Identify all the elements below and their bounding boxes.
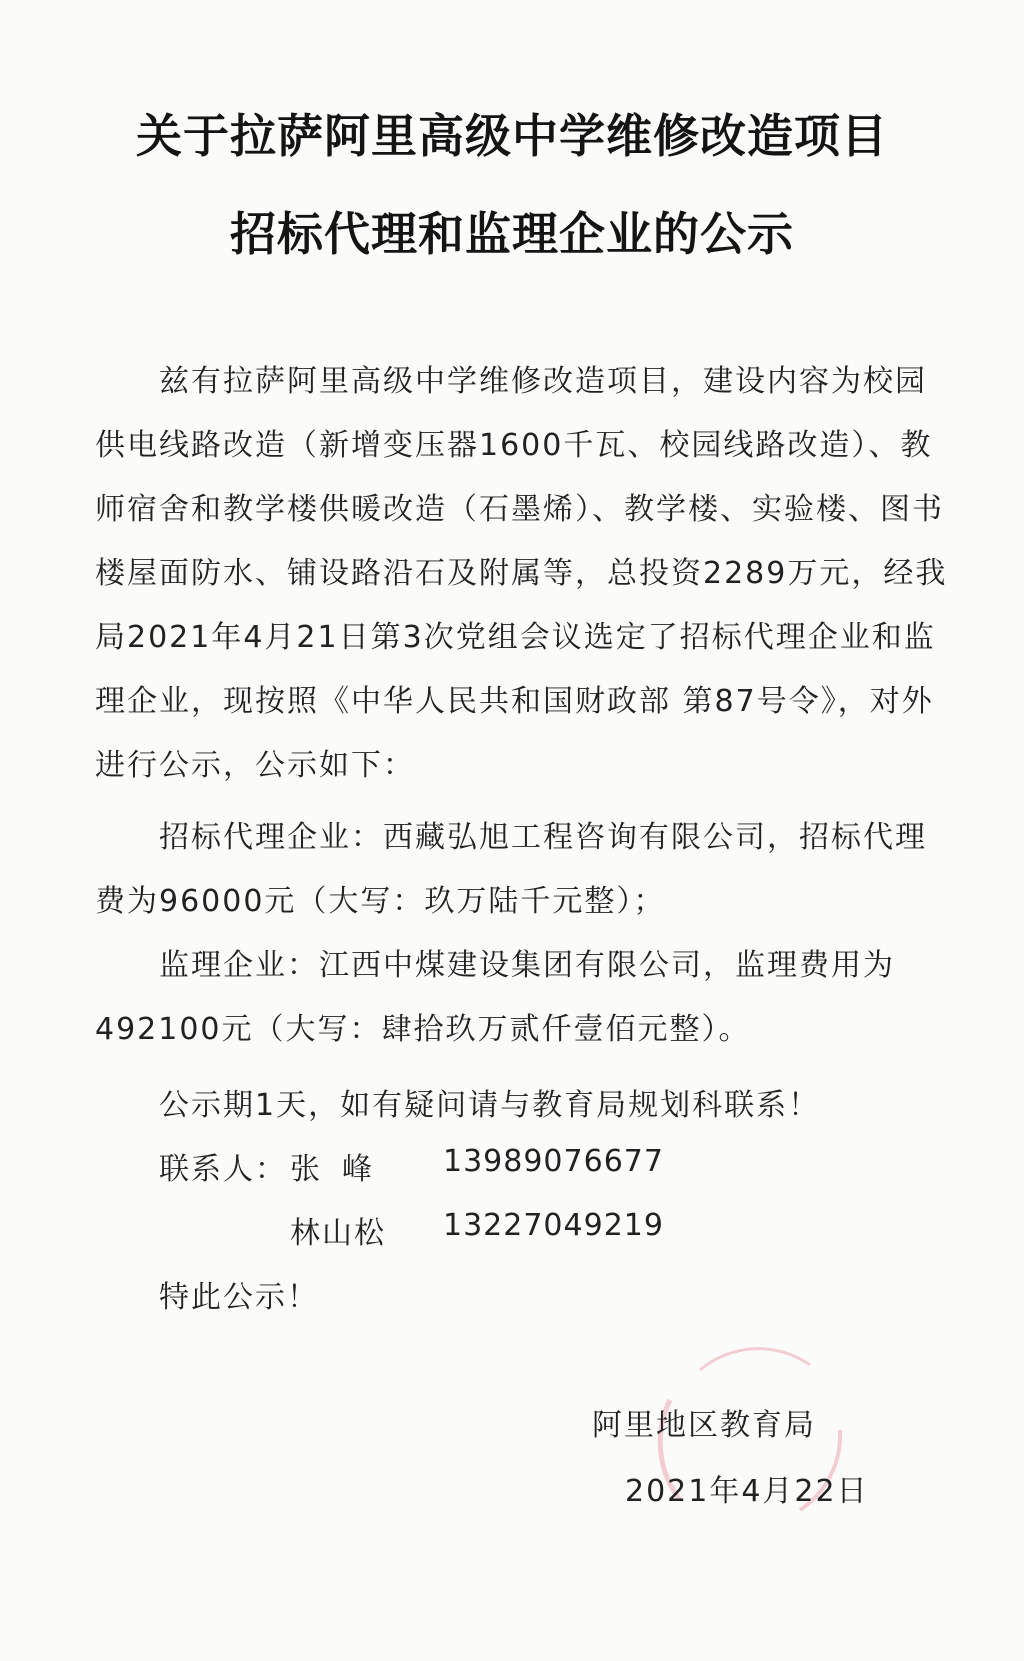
body-paragraph-bidding-agent xyxy=(95,806,955,934)
document-title-line-2: 招标代理和监理企业的公示 xyxy=(230,207,794,261)
body-paragraph-supervisor xyxy=(95,934,955,1062)
contact-phone: 13227049219 xyxy=(443,1208,664,1243)
closing-text: 特此公示！ xyxy=(159,1280,319,1315)
contact-label: 联系人： xyxy=(159,1152,287,1187)
issue-date: 2021年4月22日 xyxy=(625,1474,869,1509)
paragraph-bidding-agent-text: 招标代理企业：西藏弘旭工程咨询有限公司，招标代理费为96000元（大写：玖万陆千元整）； xyxy=(95,820,927,919)
contact-name: 张峰 xyxy=(290,1152,394,1187)
document-title-line-1: 关于拉萨阿里高级中学维修改造项目 xyxy=(136,109,888,163)
notice-period-text: 公示期1天，如有疑问请与教育局规划科联系！ xyxy=(159,1088,821,1123)
paragraph-project-text: 兹有拉萨阿里高级中学维修改造项目，建设内容为校园供电线路改造（新增变压器1600千瓦、校园线路改造）、教师宿舍和教学楼供暖改造（石墨烯）、教学楼、实验楼、图书楼屋面防水、铺设路沿石及附属等，总投资2289万元，经我局2021年4月21日第3次党组会议选定了招标代理企业和监理企业，现按照《中华人民共和国财政部 第87号令》，对外进行公示，公示如下： xyxy=(95,364,948,783)
issuer-name: 阿里地区教育局 xyxy=(592,1408,816,1443)
contact-name: 林山松 xyxy=(290,1216,386,1251)
body-paragraph-project xyxy=(95,350,955,798)
contact-phone: 13989076677 xyxy=(443,1144,664,1179)
paragraph-supervisor-text: 监理企业：江西中煤建设集团有限公司，监理费用为492100元（大写：肆拾玖万贰仟壹佰元整）。 xyxy=(95,948,895,1047)
